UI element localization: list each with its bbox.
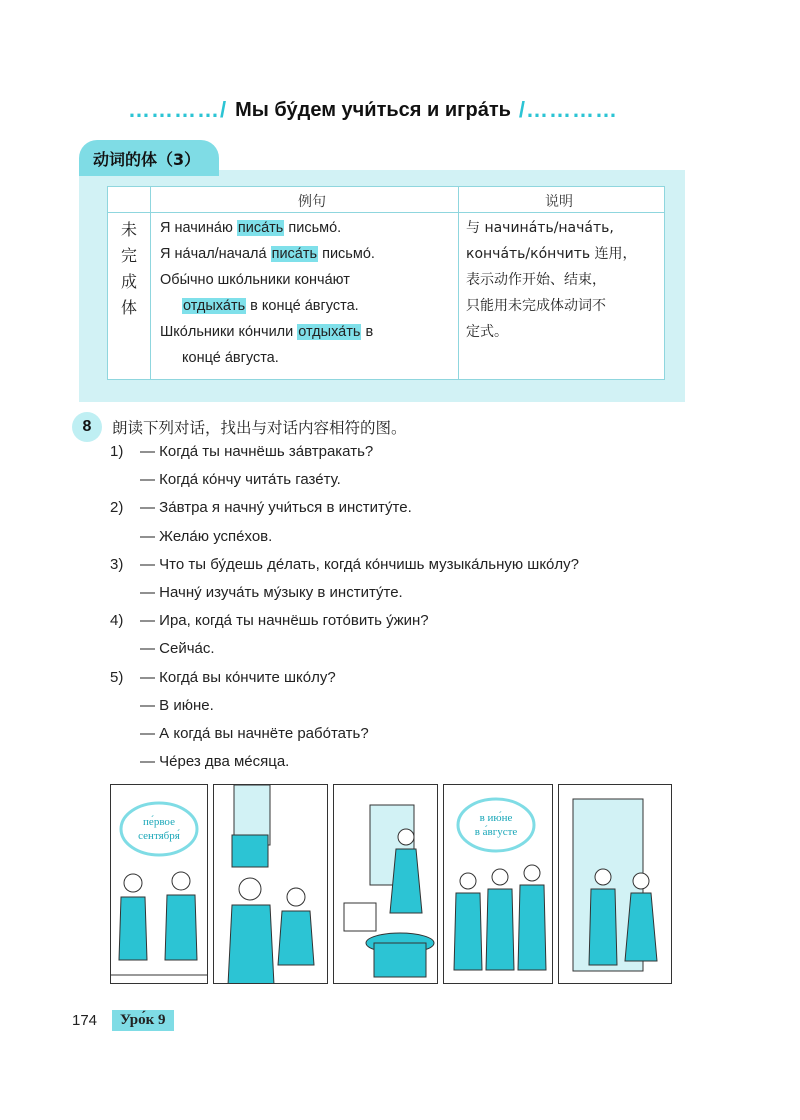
highlighted-infinitive: писа́ть (237, 220, 284, 236)
table-header (108, 187, 664, 213)
example-line (160, 345, 452, 371)
exercise-instruction: 朗读下列对话，找出与对话内容相符的图。 (112, 419, 407, 437)
grammar-table (107, 186, 665, 380)
divider (150, 187, 151, 379)
exercise-number: 8 (72, 412, 102, 442)
dialog-line (110, 494, 670, 522)
picture-2 (213, 784, 328, 984)
dialog-number: 3) (110, 555, 124, 573)
dialog-line (110, 523, 670, 551)
example-text: Я на́чал/начала́ (160, 246, 271, 262)
highlighted-infinitive: отдыха́ть (298, 324, 361, 340)
header-dots-left: …………/ (128, 97, 228, 122)
highlighted-infinitive: отдыха́ть (183, 298, 246, 314)
dialog-text: — Начну́ изуча́ть му́зыку в институ́те. (140, 583, 403, 601)
page-number: 174 (72, 1012, 98, 1029)
dialog-list (110, 438, 670, 776)
dialog-text: — За́втра я начну́ учи́ться в институ́те. (140, 499, 412, 517)
example-text: в конце́ а́вгуста. (246, 298, 359, 314)
dialog-line (110, 635, 670, 663)
aspect-char: 未 (120, 220, 137, 239)
picture-3 (333, 784, 438, 984)
dialog-line (110, 607, 670, 635)
dialog-text: — Когда́ ты начнёшь за́втракать? (140, 443, 374, 460)
dialog-text: — Когда́ вы ко́нчите шко́лу? (140, 668, 336, 686)
header-dots-right: /………… (518, 97, 619, 122)
aspect-char: 成 (120, 272, 137, 291)
aspect-label (108, 217, 150, 321)
explanation-line: 定式。 (466, 324, 508, 340)
example-text: Я начина́ю (160, 220, 237, 236)
dialog-text: — Жела́ю успе́хов. (140, 527, 273, 545)
dialog-number: 5) (110, 668, 124, 686)
dialog-line (110, 438, 670, 466)
dialog-text: — Сейча́с. (140, 640, 215, 658)
example-text: Шко́льники ко́нчили (160, 324, 298, 340)
dialog-line (110, 466, 670, 494)
example-line (160, 293, 452, 319)
example-line (160, 267, 452, 293)
dialog-line (110, 579, 670, 607)
grammar-tab: 动词的体（3） (79, 140, 219, 176)
dialog-number: 1) (110, 443, 124, 460)
divider (458, 187, 459, 379)
aspect-char: 完 (120, 246, 137, 265)
bubble-4-line-1: в ию́не (479, 812, 513, 824)
bubble-1-line-1: пе́рвое (143, 816, 175, 828)
header-explanation: 说明 (545, 194, 573, 210)
lesson-label: Уро́к 9 (112, 1010, 174, 1031)
example-text: Обы́чно шко́льники конча́ют (160, 272, 350, 288)
bubble-1-line-2: сентября́ (138, 830, 180, 842)
page-title: Мы бу́дем учи́ться и игра́ть (235, 98, 511, 121)
picture-5 (558, 784, 672, 984)
example-text: в (361, 324, 374, 340)
header-example: 例句 (298, 194, 326, 210)
dialog-text: — Что ты бу́дешь де́лать, когда́ ко́нчишь музыка́льную шко́лу? (140, 555, 579, 573)
grammar-box (79, 140, 685, 402)
dialog-number: 4) (110, 612, 124, 630)
page-header (128, 93, 668, 127)
example-text: письмо́. (284, 220, 342, 236)
picture-1 (110, 784, 208, 984)
explanation-line: конча́ть/ко́нчить 连用， (466, 246, 637, 262)
highlighted-infinitive: писа́ть (271, 246, 318, 262)
example-text: конце́ а́вгуста. (182, 350, 279, 366)
picture-strip (110, 784, 672, 984)
explanation-line: 只能用未完成体动词不 (466, 298, 606, 314)
dialog-line (110, 720, 670, 748)
dialog-text: — А когда́ вы начнёте рабо́тать? (140, 724, 369, 742)
examples-column (160, 215, 452, 371)
dialog-line (110, 748, 670, 776)
example-text: письмо́. (318, 246, 375, 262)
example-line (160, 319, 452, 345)
example-line (160, 215, 452, 241)
explanation-column (466, 215, 662, 345)
explanation-line: 表示动作开始、结束， (466, 272, 606, 288)
aspect-char: 体 (120, 298, 137, 317)
picture-4 (443, 784, 553, 984)
dialog-line (110, 664, 670, 692)
dialog-line (110, 551, 670, 579)
explanation-line: 与 начина́ть/нача́ть, (466, 220, 614, 236)
dialog-text: — В ию́не. (140, 696, 214, 714)
dialog-number: 2) (110, 499, 124, 517)
dialog-text: — Че́рез два ме́сяца. (140, 753, 290, 771)
page-footer (72, 1010, 174, 1031)
bubble-4-line-2: в а́вгусте (474, 826, 518, 838)
example-line (160, 241, 452, 267)
dialog-text: — Когда́ ко́нчу чита́ть газе́ту. (140, 471, 341, 489)
dialog-line (110, 692, 670, 720)
dialog-text: — Ира, когда́ ты начнёшь гото́вить у́жин? (140, 612, 429, 630)
